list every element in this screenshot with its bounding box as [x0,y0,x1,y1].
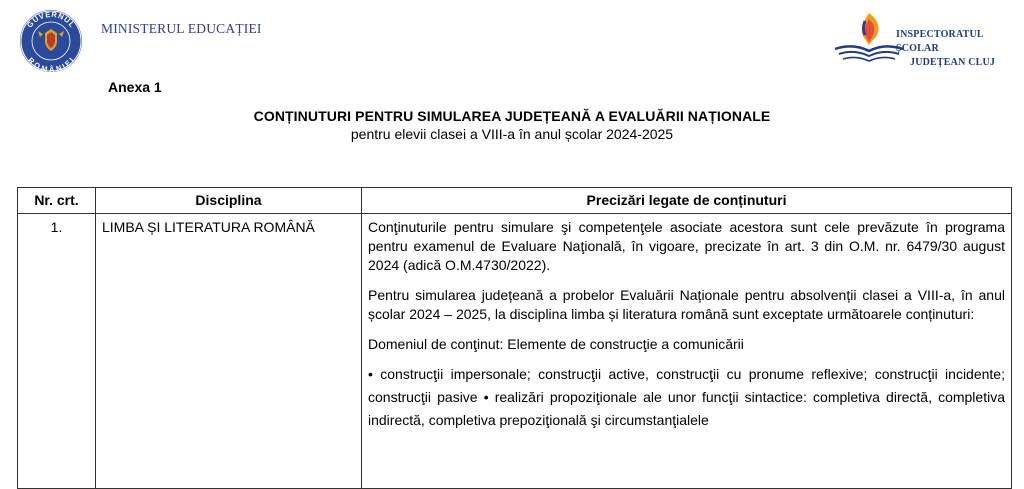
government-seal-icon [19,9,83,73]
document-title: CONȚINUTURI PENTRU SIMULAREA JUDEȚEANĂ A EVALUĂRII NAȚIONALE [253,108,771,124]
isj-name [896,28,1024,70]
svg-text:GUVERNUL: GUVERNUL [24,9,78,30]
header-nr: Nr. crt. [18,188,96,214]
specs-paragraph-1: Conţinuturile pentru simulare şi competenţele asociate acestora sunt cele prevăzute în programa pentru examenul de Evaluare Naţională, în vigoare, precizate în art. 3 din O.M. nr. 6479/30 august 2024 (adică O.M.4730/2022). [368,219,1005,273]
row-specs [362,214,1012,489]
ministry-name: MINISTERUL EDUCAȚIEI [101,21,262,36]
table-header-row [18,188,1012,214]
page-header [0,0,1024,75]
isj-line-1: INSPECTORATUL ȘCOLAR [896,29,984,54]
annex-label: Anexa 1 [108,79,162,95]
svg-text:ROMÂNIEI: ROMÂNIEI [26,55,76,73]
header-discipline: Disciplina [96,188,362,214]
specs-paragraph-4: • construcţii impersonale; construcţii active, construcţii cu pronume reflexive; construcţii incidente; construcţii pasive • realizări propoziţionale ale unor funcţii sintactice: completiva directă, completiva indirectă, completiva prepoziţională şi circumstanţialele [368,366,1005,428]
specs-paragraph-2: Pentru simularea județeană a probelor Evaluării Naționale pentru absolvenții clasei a VIII-a, în anul școlar 2024 – 2025, la disciplina limba și literatura română sunt exceptate următoarele conținuturi: [368,287,1005,322]
document-subtitle: pentru elevii clasei a VIII-a în anul școlar 2024-2025 [350,126,674,142]
content-table [17,187,1012,489]
row-nr: 1. [18,214,96,489]
table-row [18,214,1012,489]
row-discipline: LIMBA ȘI LITERATURA ROMÂNĂ [96,214,362,489]
specs-paragraph-3: Domeniul de conţinut: Elemente de construcţie a comunicării [368,336,744,352]
isj-line-2: JUDEȚEAN CLUJ [910,57,996,68]
header-specs: Precizări legate de conținuturi [362,188,1012,214]
